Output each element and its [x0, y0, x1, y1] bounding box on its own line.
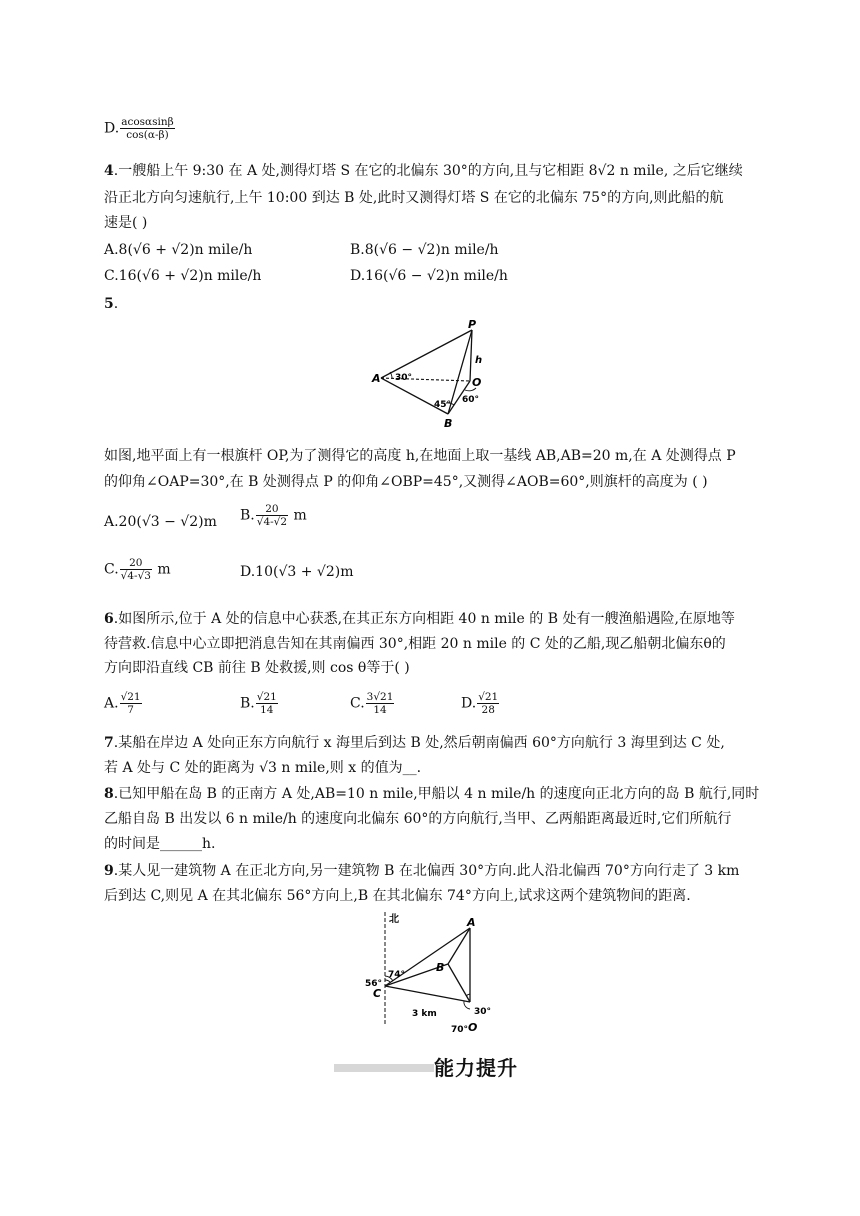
q6-line-3: 方向即沿直线 CB 前往 B 处救援,则 cos θ等于( ) — [104, 660, 410, 676]
q5-optb-fraction — [256, 503, 288, 528]
q4-text-1: .一艘船上午 9:30 在 A 处,测得灯塔 S 在它的北偏东 30°的方向,且与它相距 8√2 n mile, 之后它继续 — [113, 163, 743, 179]
q5-option-b — [240, 503, 307, 528]
q6-opta-prefix: A. — [104, 695, 119, 712]
q9-label-a: A — [467, 916, 476, 929]
q6-line-1 — [104, 609, 735, 629]
q5-number: 5 — [104, 296, 114, 312]
q7-number: 7 — [104, 735, 114, 751]
q6-opta-fraction — [120, 691, 142, 716]
q5-label-a: A — [372, 372, 381, 385]
q6-optc-numerator: 3√21 — [366, 691, 394, 703]
q6-opta-numerator: √21 — [120, 691, 141, 703]
q5-label-b: B — [444, 417, 453, 430]
q6-optb-fraction — [256, 691, 278, 716]
q4-option-d: D.16(√6 − √2)n mile/h — [350, 268, 508, 284]
q9-line-1 — [104, 861, 739, 881]
q5-header — [104, 294, 118, 314]
q3-optd-fraction — [120, 116, 175, 141]
q9-distance-label: 3 km — [412, 1009, 437, 1019]
q6-option-a — [104, 691, 143, 716]
q5-angle-a: 30° — [395, 373, 413, 383]
q5-flagpole-diagram — [368, 318, 498, 436]
section-title: 能力提升 — [434, 1056, 518, 1080]
q4-option-c: C.16(√6 + √2)n mile/h — [104, 268, 262, 284]
q9-label-c: C — [373, 987, 382, 1000]
q6-optd-prefix: D. — [461, 695, 477, 712]
q3-optd-denominator: cos(α-β) — [126, 129, 169, 141]
q5-angle-b: 45° — [434, 400, 452, 410]
q9-label-o: O — [468, 1021, 478, 1034]
q5-optb-unit: m — [289, 507, 307, 524]
q5-optb-numerator: 20 — [256, 503, 288, 516]
q5-option-d: D.10(√3 + √2)m — [240, 564, 354, 580]
q4-option-a: A.8(√6 + √2)n mile/h — [104, 242, 253, 258]
q6-optc-prefix: C. — [350, 695, 365, 712]
q4-line-2: 沿正北方向匀速航行,上午 10:00 到达 B 处,此时又测得灯塔 S 在它的北偏东 75°的方向,则此船的航 — [104, 190, 724, 206]
q5-angle-o: 60° — [462, 395, 480, 405]
q9-angle-30: 30° — [474, 1007, 492, 1017]
q5-optb-denominator: √4-√2 — [256, 516, 288, 528]
q3-optd-numerator: acosαsinβ — [121, 116, 174, 128]
q9-angle-70: 70° — [451, 1025, 469, 1035]
q5-optc-prefix: C. — [104, 561, 119, 578]
q5-option-a: A.20(√3 − √2)m — [104, 514, 217, 530]
section-divider-bar — [334, 1064, 434, 1072]
q5-optc-denominator: √4-√3 — [120, 570, 151, 582]
q5-label-p: P — [468, 318, 477, 331]
q5-label-h: h — [475, 355, 483, 366]
q3-option-d — [104, 116, 176, 141]
q9-north-label: 北 — [389, 914, 399, 925]
q9-buildings-diagram — [360, 910, 510, 1038]
q8-line-2: 乙船自岛 B 出发以 6 n mile/h 的速度向北偏东 60°的方向航行,当甲、乙两船距离最近时,它们所航行 — [104, 811, 732, 827]
q6-optd-numerator: √21 — [478, 691, 499, 703]
q4-line-1 — [104, 161, 743, 181]
q5-option-c — [104, 557, 171, 582]
q5-dot: . — [113, 296, 119, 312]
q6-optb-numerator: √21 — [256, 691, 277, 703]
q9-label-b: B — [436, 961, 445, 974]
q4-option-b: B.8(√6 − √2)n mile/h — [350, 242, 499, 258]
q5-optc-numerator: 20 — [120, 557, 152, 570]
q6-line-2: 待营救.信息中心立即把消息告知在其南偏西 30°,相距 20 n mile 的 C 处的乙船,现乙船朝北偏东θ的 — [104, 636, 726, 652]
q5-line-2: 的仰角∠OAP=30°,在 B 处测得点 P 的仰角∠OBP=45°,又测得∠AOB=60°,则旗杆的高度为 ( ) — [104, 474, 708, 490]
q4-number: 4 — [104, 163, 114, 179]
q6-number: 6 — [104, 611, 114, 627]
q6-optc-fraction — [366, 691, 395, 716]
q6-optb-denominator: 14 — [260, 704, 274, 716]
q6-optd-fraction — [477, 691, 499, 716]
q6-opta-denominator: 7 — [127, 704, 134, 716]
q5-optc-fraction — [120, 557, 152, 582]
q5-optb-prefix: B. — [240, 507, 255, 524]
q5-line-1: 如图,地平面上有一根旗杆 OP,为了测得它的高度 h,在地面上取一基线 AB,AB=20 m,在 A 处测得点 P — [104, 448, 736, 464]
q6-option-b — [240, 691, 279, 716]
q3-optd-prefix: D. — [104, 120, 120, 137]
q9-angle-56: 56° — [365, 979, 383, 989]
q8-number: 8 — [104, 786, 114, 802]
q7-line-2: 若 A 处与 C 处的距离为 √3 n mile,则 x 的值为__. — [104, 760, 422, 776]
q7-line-1 — [104, 733, 725, 753]
q6-optd-denominator: 28 — [481, 704, 495, 716]
q6-optc-denominator: 14 — [373, 704, 387, 716]
q8-line-1 — [104, 784, 759, 804]
q6-optb-prefix: B. — [240, 695, 255, 712]
q9-number: 9 — [104, 863, 114, 879]
q9-text-1: .某人见一建筑物 A 在正北方向,另一建筑物 B 在北偏西 30°方向.此人沿北偏西 70°方向行走了 3 km — [113, 863, 740, 879]
q6-text-1: .如图所示,位于 A 处的信息中心获悉,在其正东方向相距 40 n mile 的 B 处有一艘渔船遇险,在原地等 — [113, 611, 735, 627]
q6-option-d — [461, 691, 500, 716]
q4-line-3: 速是( ) — [104, 215, 148, 231]
q6-option-c — [350, 691, 395, 716]
q9-line-2: 后到达 C,则见 A 在其北偏东 56°方向上,B 在其北偏东 74°方向上,试求这两个建筑物间的距离. — [104, 888, 691, 904]
q9-angle-74: 74° — [388, 970, 406, 980]
q8-text-1: .已知甲船在岛 B 的正南方 A 处,AB=10 n mile,甲船以 4 n mile/h 的速度向正北方向的岛 B 航行,同时 — [113, 786, 760, 802]
q8-line-3: 的时间是______h. — [104, 836, 216, 852]
q7-text-1: .某船在岸边 A 处向正东方向航行 x 海里后到达 B 处,然后朝南偏西 60°方向航行 3 海里到达 C 处, — [113, 735, 725, 751]
q5-label-o: O — [472, 376, 482, 389]
q5-optc-unit: m — [152, 561, 171, 578]
